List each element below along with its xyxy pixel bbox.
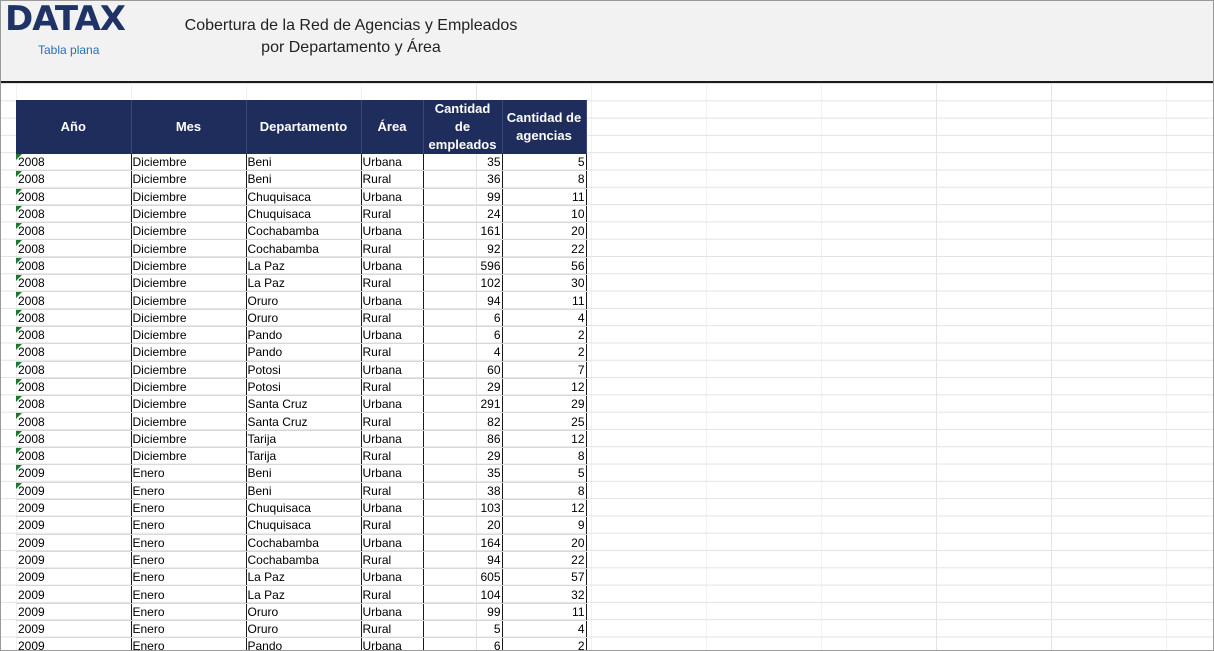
cell-department[interactable]: Oruro xyxy=(246,292,361,309)
cell-agency-count[interactable]: 5 xyxy=(502,465,586,482)
cell-year[interactable]: 2009 xyxy=(16,551,131,568)
cell-department[interactable]: Chuquisaca xyxy=(246,188,361,205)
cell-employee-count[interactable]: 38 xyxy=(423,482,502,499)
cell-area[interactable]: Rural xyxy=(361,205,423,222)
cell-employee-count[interactable]: 596 xyxy=(423,257,502,274)
cell-department[interactable]: Cochabamba xyxy=(246,534,361,551)
cell-year[interactable]: 2009 xyxy=(16,534,131,551)
cell-department[interactable]: Potosi xyxy=(246,361,361,378)
table-row xyxy=(16,378,586,395)
cell-employee-count[interactable]: 99 xyxy=(423,188,502,205)
cell-month[interactable]: Diciembre xyxy=(131,430,246,447)
cell-department[interactable]: La Paz xyxy=(246,569,361,586)
cell-month[interactable]: Diciembre xyxy=(131,413,246,430)
table-row xyxy=(16,465,586,482)
cell-department[interactable]: Santa Cruz xyxy=(246,396,361,413)
report-title-line-1: Cobertura de la Red de Agencias y Empleados xyxy=(184,17,518,34)
cell-employee-count[interactable]: 4 xyxy=(423,344,502,361)
cell-employee-count[interactable]: 60 xyxy=(423,361,502,378)
header-month[interactable]: Mes xyxy=(131,100,246,154)
cell-area[interactable]: Rural xyxy=(361,275,423,292)
cell-area[interactable]: Rural xyxy=(361,413,423,430)
cell-month[interactable]: Diciembre xyxy=(131,154,246,171)
cell-department[interactable]: La Paz xyxy=(246,586,361,603)
cell-year[interactable]: 2008 xyxy=(16,361,131,378)
cell-month[interactable]: Diciembre xyxy=(131,344,246,361)
cell-month[interactable]: Enero xyxy=(131,534,246,551)
cell-department[interactable]: Cochabamba xyxy=(246,240,361,257)
cell-agency-count[interactable]: 12 xyxy=(502,499,586,516)
cell-agency-count[interactable]: 8 xyxy=(502,448,586,465)
cell-month[interactable]: Diciembre xyxy=(131,257,246,274)
cell-agency-count[interactable]: 56 xyxy=(502,257,586,274)
cell-department[interactable]: Chuquisaca xyxy=(246,499,361,516)
cell-area[interactable]: Rural xyxy=(361,586,423,603)
cell-month[interactable]: Diciembre xyxy=(131,223,246,240)
datax-logo: DATAX xyxy=(5,0,125,39)
cell-agency-count[interactable]: 20 xyxy=(502,223,586,240)
cell-area[interactable]: Urbana xyxy=(361,430,423,447)
cell-department[interactable]: Cochabamba xyxy=(246,223,361,240)
cell-year[interactable]: 2008 xyxy=(16,344,131,361)
cell-area[interactable]: Urbana xyxy=(361,396,423,413)
cell-area[interactable]: Rural xyxy=(361,551,423,568)
cell-agency-count[interactable]: 5 xyxy=(502,154,586,171)
table-row xyxy=(16,534,586,551)
cell-month[interactable]: Enero xyxy=(131,551,246,568)
cell-department[interactable]: Pando xyxy=(246,326,361,343)
table-row xyxy=(16,326,586,343)
cell-month[interactable]: Diciembre xyxy=(131,205,246,222)
cell-month[interactable]: Enero xyxy=(131,517,246,534)
table-row xyxy=(16,603,586,620)
cell-employee-count[interactable]: 35 xyxy=(423,154,502,171)
cell-month[interactable]: Diciembre xyxy=(131,448,246,465)
table-row xyxy=(16,569,586,586)
table-row xyxy=(16,430,586,447)
cell-month[interactable]: Diciembre xyxy=(131,309,246,326)
cell-department[interactable]: Oruro xyxy=(246,621,361,638)
cell-agency-count[interactable]: 8 xyxy=(502,482,586,499)
table-row xyxy=(16,275,586,292)
cell-month[interactable]: Diciembre xyxy=(131,188,246,205)
cell-area[interactable]: Urbana xyxy=(361,465,423,482)
cell-employee-count[interactable]: 99 xyxy=(423,603,502,620)
cell-area[interactable]: Rural xyxy=(361,517,423,534)
header-area[interactable]: Área xyxy=(361,100,423,154)
cell-year[interactable]: 2008 xyxy=(16,240,131,257)
cell-month[interactable]: Diciembre xyxy=(131,396,246,413)
cell-employee-count[interactable]: 6 xyxy=(423,326,502,343)
cell-employee-count[interactable]: 104 xyxy=(423,586,502,603)
cell-agency-count[interactable]: 11 xyxy=(502,603,586,620)
cell-year[interactable]: 2008 xyxy=(16,413,131,430)
cell-month[interactable]: Diciembre xyxy=(131,171,246,188)
cell-employee-count[interactable]: 161 xyxy=(423,223,502,240)
cell-year[interactable]: 2009 xyxy=(16,603,131,620)
table-row xyxy=(16,638,586,651)
report-title-line-2: por Departamento y Área xyxy=(261,39,441,56)
cell-agency-count[interactable]: 22 xyxy=(502,551,586,568)
cell-agency-count[interactable]: 8 xyxy=(502,171,586,188)
cell-area[interactable]: Urbana xyxy=(361,569,423,586)
table-row xyxy=(16,396,586,413)
table-row xyxy=(16,482,586,499)
cell-year[interactable]: 2008 xyxy=(16,378,131,395)
cell-month[interactable]: Diciembre xyxy=(131,326,246,343)
cell-employee-count[interactable]: 20 xyxy=(423,517,502,534)
cell-month[interactable]: Diciembre xyxy=(131,275,246,292)
header-employee-count[interactable]: Cantidad de empleados xyxy=(423,100,502,154)
cell-month[interactable]: Enero xyxy=(131,638,246,651)
cell-department[interactable]: Santa Cruz xyxy=(246,413,361,430)
table-row xyxy=(16,205,586,222)
cell-agency-count[interactable]: 9 xyxy=(502,517,586,534)
cell-year[interactable]: 2008 xyxy=(16,205,131,222)
cell-agency-count[interactable]: 20 xyxy=(502,534,586,551)
cell-year[interactable]: 2009 xyxy=(16,621,131,638)
cell-area[interactable]: Rural xyxy=(361,309,423,326)
cell-year[interactable]: 2008 xyxy=(16,292,131,309)
table-row xyxy=(16,413,586,430)
cell-year[interactable]: 2008 xyxy=(16,171,131,188)
logo-subtitle: Tabla plana xyxy=(38,43,100,57)
cell-employee-count[interactable]: 6 xyxy=(423,309,502,326)
cell-year[interactable]: 2008 xyxy=(16,223,131,240)
cell-year[interactable]: 2009 xyxy=(16,638,131,651)
cell-month[interactable]: Enero xyxy=(131,586,246,603)
cell-employee-count[interactable]: 291 xyxy=(423,396,502,413)
cell-year[interactable]: 2009 xyxy=(16,465,131,482)
table-row xyxy=(16,517,586,534)
cell-area[interactable]: Rural xyxy=(361,621,423,638)
cell-year[interactable]: 2008 xyxy=(16,275,131,292)
cell-employee-count[interactable]: 103 xyxy=(423,499,502,516)
cell-year[interactable]: 2008 xyxy=(16,396,131,413)
cell-agency-count[interactable]: 7 xyxy=(502,361,586,378)
cell-area[interactable]: Urbana xyxy=(361,326,423,343)
cell-area[interactable]: Urbana xyxy=(361,638,423,651)
table-row xyxy=(16,223,586,240)
cell-year[interactable]: 2009 xyxy=(16,482,131,499)
cell-department[interactable]: Beni xyxy=(246,171,361,188)
cell-department[interactable]: Beni xyxy=(246,154,361,171)
cell-agency-count[interactable]: 2 xyxy=(502,344,586,361)
table-row xyxy=(16,309,586,326)
cell-month[interactable]: Enero xyxy=(131,603,246,620)
cell-year[interactable]: 2009 xyxy=(16,499,131,516)
cell-area[interactable]: Rural xyxy=(361,171,423,188)
cell-area[interactable]: Urbana xyxy=(361,499,423,516)
cell-employee-count[interactable]: 6 xyxy=(423,638,502,651)
cell-area[interactable]: Urbana xyxy=(361,603,423,620)
cell-area[interactable]: Rural xyxy=(361,344,423,361)
cell-department[interactable]: Tarija xyxy=(246,430,361,447)
cell-area[interactable]: Urbana xyxy=(361,361,423,378)
cell-year[interactable]: 2009 xyxy=(16,586,131,603)
cell-department[interactable]: La Paz xyxy=(246,257,361,274)
cell-agency-count[interactable]: 11 xyxy=(502,188,586,205)
cell-employee-count[interactable]: 86 xyxy=(423,430,502,447)
table-row xyxy=(16,586,586,603)
report-banner xyxy=(1,1,1213,83)
cell-year[interactable]: 2008 xyxy=(16,257,131,274)
cell-employee-count[interactable]: 29 xyxy=(423,378,502,395)
table-row xyxy=(16,499,586,516)
cell-department[interactable]: Chuquisaca xyxy=(246,517,361,534)
cell-employee-count[interactable]: 102 xyxy=(423,275,502,292)
cell-department[interactable]: La Paz xyxy=(246,275,361,292)
cell-month[interactable]: Enero xyxy=(131,569,246,586)
cell-month[interactable]: Diciembre xyxy=(131,292,246,309)
cell-month[interactable]: Diciembre xyxy=(131,361,246,378)
cell-year[interactable]: 2008 xyxy=(16,309,131,326)
cell-area[interactable]: Rural xyxy=(361,482,423,499)
cell-department[interactable]: Beni xyxy=(246,482,361,499)
cell-employee-count[interactable]: 605 xyxy=(423,569,502,586)
cell-year[interactable]: 2008 xyxy=(16,188,131,205)
cell-month[interactable]: Diciembre xyxy=(131,240,246,257)
cell-month[interactable]: Diciembre xyxy=(131,378,246,395)
cell-year[interactable]: 2009 xyxy=(16,569,131,586)
cell-department[interactable]: Pando xyxy=(246,638,361,651)
table-row xyxy=(16,257,586,274)
cell-agency-count[interactable]: 11 xyxy=(502,292,586,309)
cell-employee-count[interactable]: 94 xyxy=(423,551,502,568)
cell-area[interactable]: Rural xyxy=(361,378,423,395)
cell-employee-count[interactable]: 35 xyxy=(423,465,502,482)
table-row xyxy=(16,154,586,171)
table-row xyxy=(16,621,586,638)
cell-employee-count[interactable]: 82 xyxy=(423,413,502,430)
cell-department[interactable]: Oruro xyxy=(246,309,361,326)
cell-department[interactable]: Potosi xyxy=(246,378,361,395)
cell-department[interactable]: Cochabamba xyxy=(246,551,361,568)
cell-agency-count[interactable]: 12 xyxy=(502,378,586,395)
cell-area[interactable]: Rural xyxy=(361,240,423,257)
cell-agency-count[interactable]: 22 xyxy=(502,240,586,257)
cell-agency-count[interactable]: 2 xyxy=(502,326,586,343)
cell-department[interactable]: Oruro xyxy=(246,603,361,620)
cell-year[interactable]: 2008 xyxy=(16,448,131,465)
cell-employee-count[interactable]: 5 xyxy=(423,621,502,638)
cell-employee-count[interactable]: 36 xyxy=(423,171,502,188)
header-year[interactable]: Año xyxy=(16,100,131,154)
data-table xyxy=(16,100,587,651)
cell-area[interactable]: Urbana xyxy=(361,223,423,240)
report-title xyxy=(181,15,521,59)
cell-agency-count[interactable]: 4 xyxy=(502,309,586,326)
cell-employee-count[interactable]: 164 xyxy=(423,534,502,551)
cell-agency-count[interactable]: 57 xyxy=(502,569,586,586)
cell-agency-count[interactable]: 32 xyxy=(502,586,586,603)
cell-department[interactable]: Beni xyxy=(246,465,361,482)
cell-agency-count[interactable]: 4 xyxy=(502,621,586,638)
cell-employee-count[interactable]: 92 xyxy=(423,240,502,257)
cell-year[interactable]: 2008 xyxy=(16,154,131,171)
table-row xyxy=(16,361,586,378)
cell-year[interactable]: 2008 xyxy=(16,430,131,447)
table-header-row xyxy=(16,100,586,154)
cell-department[interactable]: Tarija xyxy=(246,448,361,465)
cell-employee-count[interactable]: 24 xyxy=(423,205,502,222)
cell-area[interactable]: Urbana xyxy=(361,534,423,551)
cell-area[interactable]: Urbana xyxy=(361,154,423,171)
cell-month[interactable]: Enero xyxy=(131,465,246,482)
cell-employee-count[interactable]: 29 xyxy=(423,448,502,465)
table-row xyxy=(16,292,586,309)
cell-month[interactable]: Enero xyxy=(131,482,246,499)
cell-department[interactable]: Chuquisaca xyxy=(246,205,361,222)
cell-agency-count[interactable]: 12 xyxy=(502,430,586,447)
cell-area[interactable]: Urbana xyxy=(361,292,423,309)
cell-year[interactable]: 2008 xyxy=(16,326,131,343)
cell-employee-count[interactable]: 94 xyxy=(423,292,502,309)
cell-area[interactable]: Urbana xyxy=(361,188,423,205)
cell-agency-count[interactable]: 10 xyxy=(502,205,586,222)
table-row xyxy=(16,551,586,568)
table-row xyxy=(16,448,586,465)
table-row xyxy=(16,240,586,257)
cell-agency-count[interactable]: 2 xyxy=(502,638,586,651)
header-department[interactable]: Departamento xyxy=(246,100,361,154)
cell-department[interactable]: Pando xyxy=(246,344,361,361)
cell-month[interactable]: Enero xyxy=(131,621,246,638)
table-row xyxy=(16,344,586,361)
header-agency-count[interactable]: Cantidad de agencias xyxy=(502,100,586,154)
table-row xyxy=(16,171,586,188)
cell-agency-count[interactable]: 25 xyxy=(502,413,586,430)
cell-month[interactable]: Enero xyxy=(131,499,246,516)
cell-year[interactable]: 2009 xyxy=(16,517,131,534)
table-row xyxy=(16,188,586,205)
cell-area[interactable]: Rural xyxy=(361,448,423,465)
table-body xyxy=(16,154,586,651)
cell-agency-count[interactable]: 29 xyxy=(502,396,586,413)
cell-agency-count[interactable]: 30 xyxy=(502,275,586,292)
cell-area[interactable]: Urbana xyxy=(361,257,423,274)
